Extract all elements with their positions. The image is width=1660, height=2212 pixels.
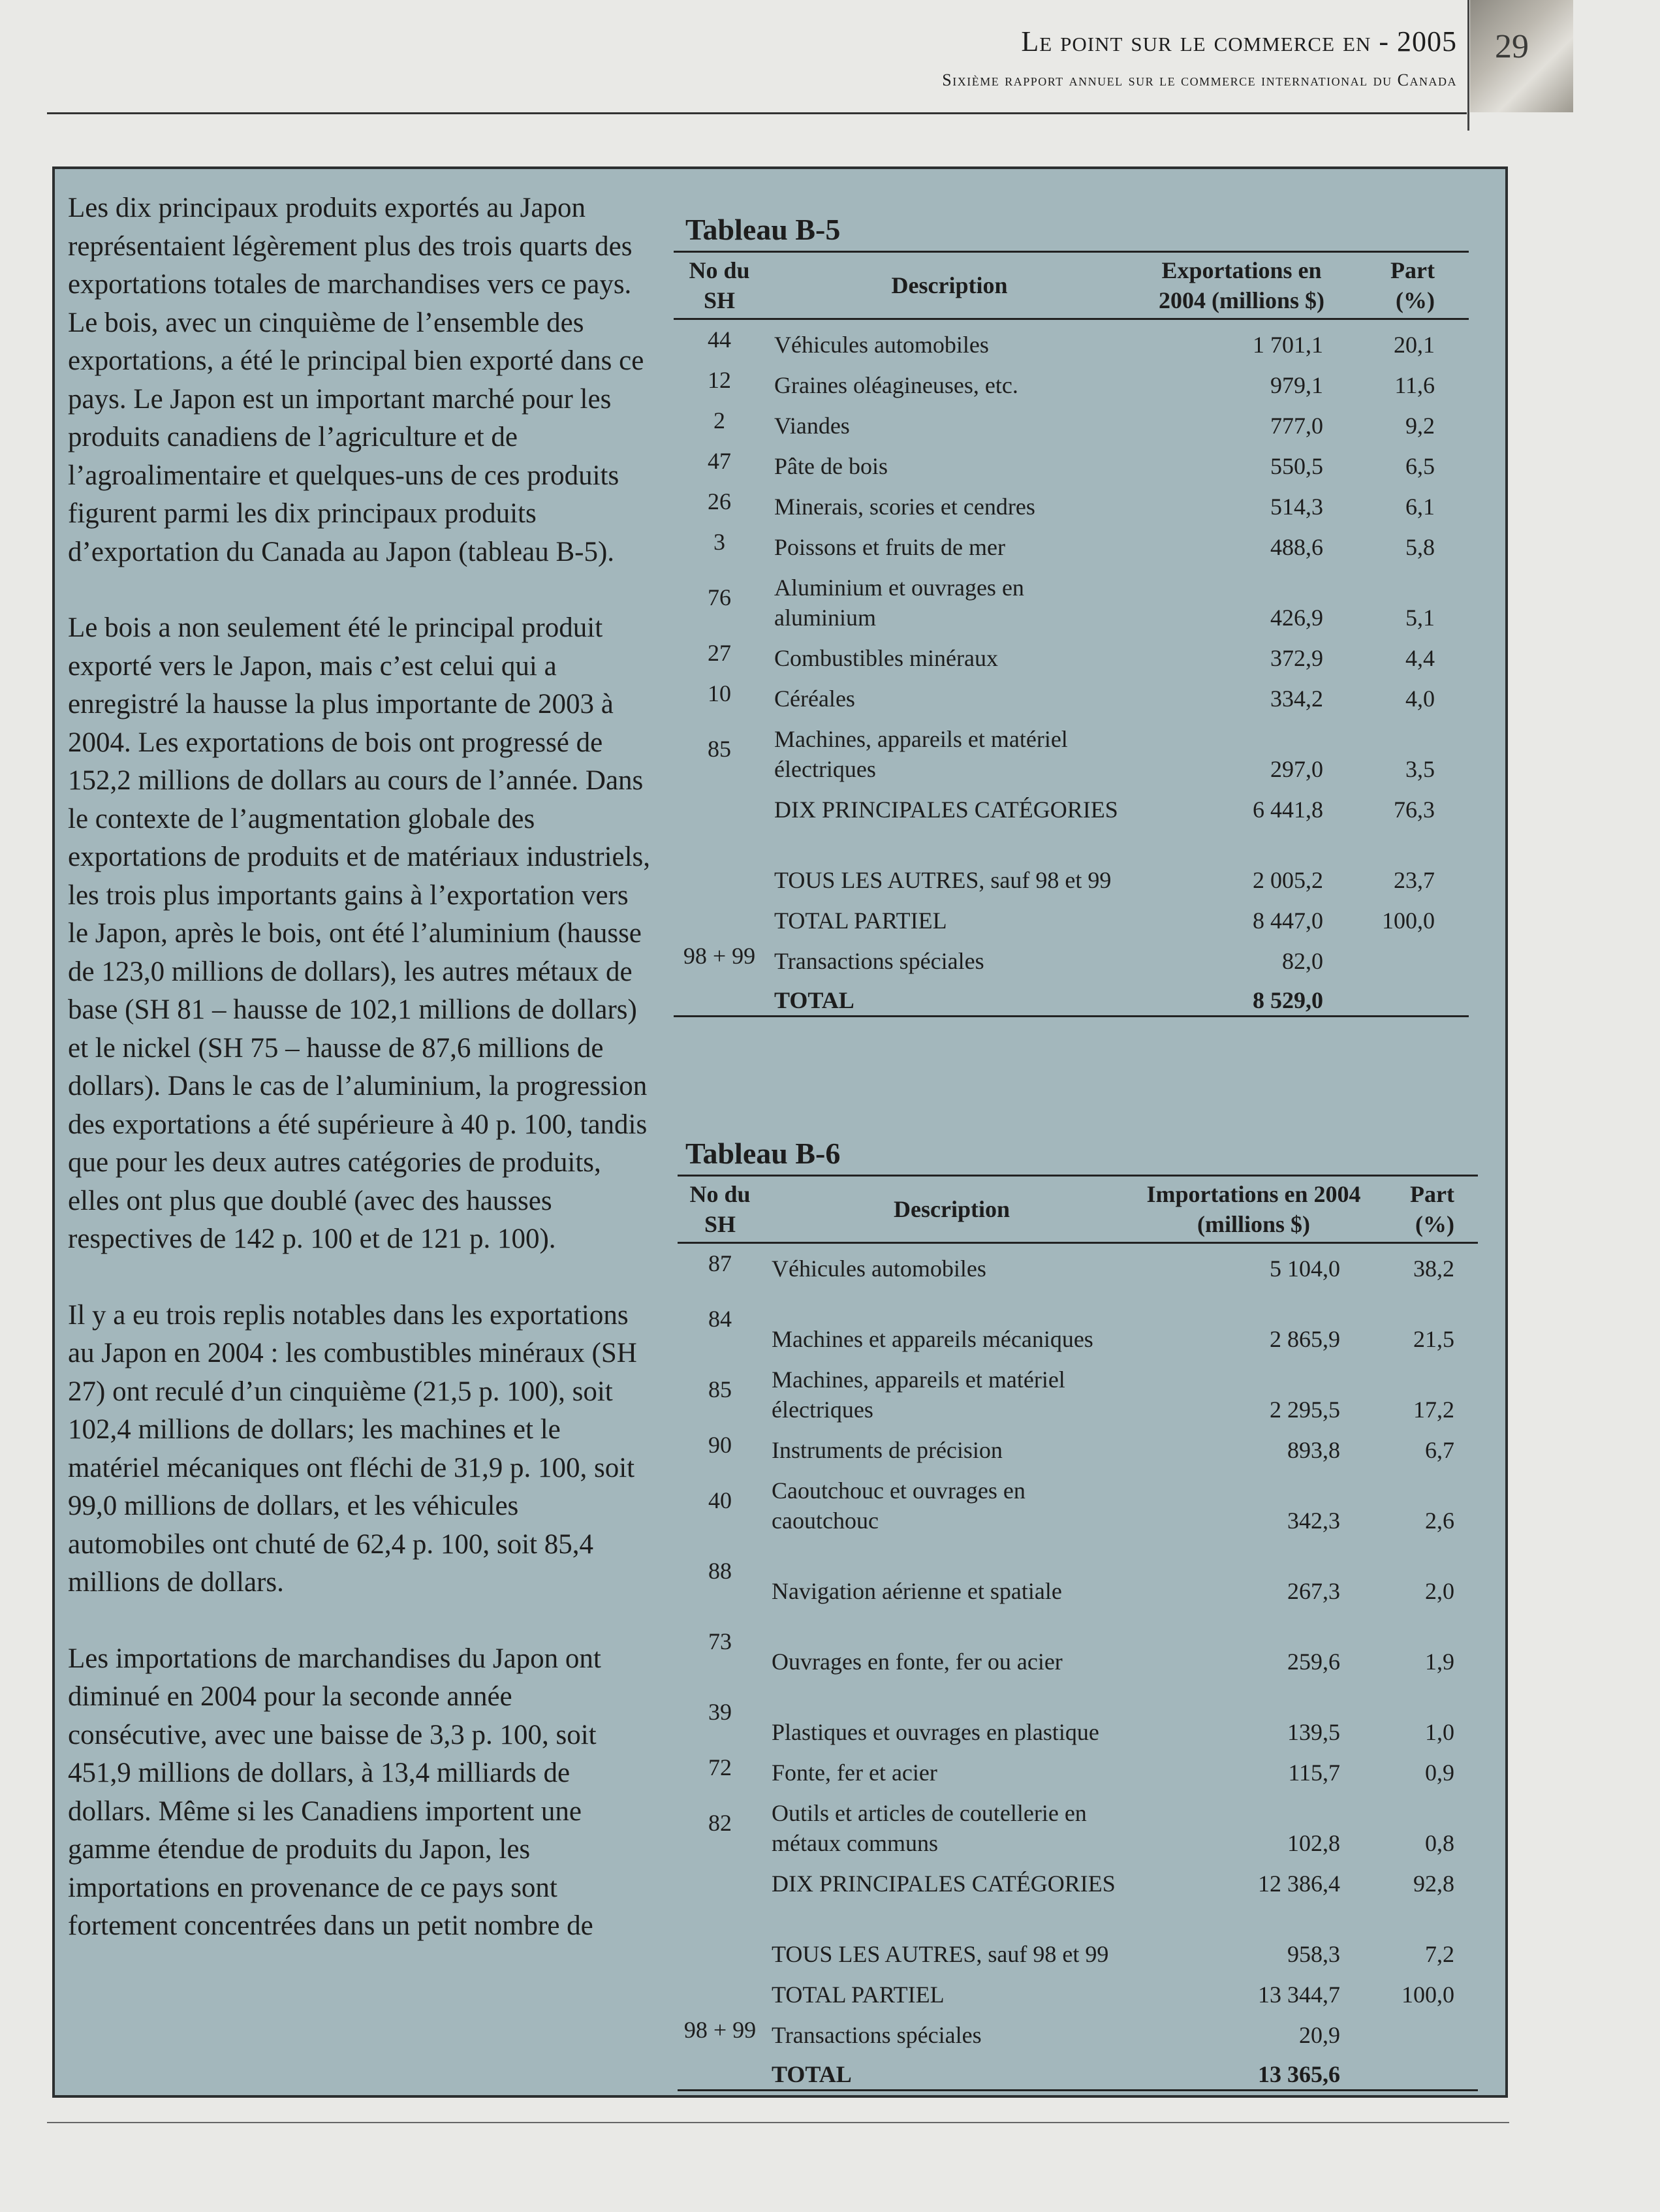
table-row [678,2050,1478,2091]
cell-share: 0,9 [1425,1759,1454,1786]
cell-value: 297,0 [1270,755,1323,782]
table-row [678,1243,1478,1284]
cell-description: Véhicules automobiles [772,1255,986,1282]
table-row [678,1858,1478,1899]
cell-code: 85 [708,1376,732,1402]
table-header-row [678,1176,1478,1243]
table-b5 [674,251,1469,1017]
cell-code: 87 [708,1250,732,1277]
header-vertical-rule [1467,0,1469,131]
cell-value: 8 447,0 [1253,907,1323,934]
cell-share: 6,5 [1405,452,1435,479]
cell-share: 1,9 [1425,1648,1454,1675]
table-row [678,1536,1478,1606]
cell-code: 27 [708,639,731,666]
cell-share: 20,1 [1394,331,1435,358]
table-row [674,481,1469,522]
cell-description: Véhicules automobiles [774,331,989,358]
cell-value: 342,3 [1287,1507,1340,1534]
cell-value: 1 701,1 [1253,331,1323,358]
cell-value: 979,1 [1270,371,1323,398]
paragraph: Le bois a non seulement été le principal produit exporté vers le Japon, mais c’est celui qui a enregistré la hausse la plus importante de 2003 à 2004. Les exportations de bois ont progressé de 152,2 millions de dollars au cours de l’année. Dans le contexte de l’augmentation globale des exportations de produits et de matériaux industriels, les trois plus importants gains à l’exportation vers le Japon, après le bois, ont été l’aluminium (hausse de 123,0 millions de dollars), les autres métaux de base (SH 81 – hausse de 102,1 millions de dollars) et le nickel (SH 75 – hausse de 87,6 millions de dollars). Dans le cas de l’aluminium, la progression des exportations a été supérieure à 40 p. 100, tandis que pour les deux autres catégories de produits, elles ont plus que doublé (avec des hausses respectives de 142 p. 100 et de 121 p. 100). [68,612,651,1254]
table-row [678,1788,1478,1858]
cell-description: Ouvrages en fonte, fer ou acier [772,1648,1063,1675]
cell-description: TOTAL PARTIEL [772,1981,945,2008]
cell-code: 72 [708,1754,732,1780]
cell-value: 550,5 [1270,452,1323,479]
table-b6-title: Tableau B-6 [685,1137,841,1170]
cell-value: 267,3 [1287,1577,1340,1604]
cell-description: Minerais, scories et cendres [774,493,1035,520]
header-value: Importations en 2004 (millions $) [1141,1176,1366,1243]
cell-code: 85 [708,735,731,762]
table-row [674,319,1469,360]
cell-description: Transactions spéciales [772,2021,982,2048]
cell-share: 11,6 [1394,371,1435,398]
cell-description: Viandes [774,412,850,439]
header-description: Description [762,1176,1141,1243]
cell-share: 7,2 [1425,1940,1454,1967]
table-row [678,1677,1478,1747]
table-row [674,936,1469,976]
cell-description: Machines, appareils et matériel électriques [772,1366,1065,1423]
table-row [674,784,1469,825]
cell-code [674,976,765,1017]
cell-share: 9,2 [1405,412,1435,439]
header-share: Part (%) [1349,252,1469,319]
cell-share: 6,7 [1425,1436,1454,1463]
cell-value: 514,3 [1270,493,1323,520]
cell-value: 958,3 [1287,1940,1340,1967]
cell-value: 6 441,8 [1253,796,1323,823]
cell-code: 73 [708,1628,732,1654]
cell-value: 488,6 [1270,533,1323,560]
page-number: 29 [1495,28,1529,65]
table-row [678,1747,1478,1788]
cell-share: 0,8 [1425,1829,1454,1856]
cell-code: 90 [708,1431,732,1458]
cell-code: 82 [708,1809,732,1836]
cell-value: 426,9 [1270,604,1323,631]
cell-description: DIX PRINCIPALES CATÉGORIES [774,796,1118,823]
table-row [678,1606,1478,1677]
cell-value: 259,6 [1287,1648,1340,1675]
cell-share [1366,2010,1478,2050]
cell-value: 777,0 [1270,412,1323,439]
cell-description: TOUS LES AUTRES, sauf 98 et 99 [774,866,1112,893]
cell-code: 88 [708,1557,732,1584]
table-b5-title: Tableau B-5 [685,213,841,246]
cell-share: 21,5 [1413,1325,1454,1352]
cell-code [678,1899,762,1969]
cell-code: 40 [708,1487,732,1513]
cell-share: 4,4 [1405,644,1435,671]
table-row [678,1969,1478,2010]
cell-value: 5 104,0 [1270,1255,1340,1282]
cell-code [674,895,765,936]
footer-rule [47,2122,1509,2123]
cell-share: 2,6 [1425,1507,1454,1534]
cell-code [674,784,765,825]
cell-value: 13 344,7 [1258,1981,1340,2008]
cell-value: 2 865,9 [1270,1325,1340,1352]
cell-description: Machines, appareils et matériel électriques [774,725,1068,782]
header-share: Part (%) [1366,1176,1478,1243]
cell-share: 100,0 [1402,1981,1454,2008]
cell-code: 39 [708,1698,732,1725]
cell-code: 12 [708,366,731,393]
table-row [674,441,1469,481]
cell-code: 98 + 99 [683,942,756,969]
cell-description: TOTAL [762,2050,1141,2091]
cell-value: 8 529,0 [1134,976,1349,1017]
cell-description: Fonte, fer et acier [772,1759,937,1786]
cell-code [678,1969,762,2010]
cell-value: 139,5 [1287,1718,1340,1745]
cell-share: 2,0 [1425,1577,1454,1604]
cell-description: Pâte de bois [774,452,888,479]
running-header-title: Le point sur le commerce en - 2005 [1021,25,1457,57]
cell-description: Instruments de précision [772,1436,1003,1463]
cell-code: 2 [713,407,725,434]
table-row [674,895,1469,936]
table-row [678,1284,1478,1354]
table-row [674,976,1469,1017]
cell-share: 23,7 [1394,866,1435,893]
table-row [674,522,1469,562]
cell-description: Caoutchouc et ouvrages en caoutchouc [772,1477,1026,1534]
cell-code: 26 [708,488,731,514]
table-b6 [678,1175,1478,2091]
cell-description: TOTAL [765,976,1134,1017]
cell-code: 10 [708,680,731,706]
running-header-subtitle: Sixième rapport annuel sur le commerce international du Canada [942,71,1457,89]
cell-code: 84 [708,1305,732,1332]
cell-description: Navigation aérienne et spatiale [772,1577,1062,1604]
table-row [678,1899,1478,1969]
cell-description: DIX PRINCIPALES CATÉGORIES [772,1870,1116,1897]
cell-value: 372,9 [1270,644,1323,671]
table-row [674,400,1469,441]
cell-code [678,1858,762,1899]
cell-share: 92,8 [1413,1870,1454,1897]
cell-share: 1,0 [1425,1718,1454,1745]
cell-value: 102,8 [1287,1829,1340,1856]
cell-value: 12 386,4 [1258,1870,1340,1897]
cell-value: 334,2 [1270,685,1323,712]
table-row [674,714,1469,784]
cell-description: Aluminium et ouvrages en aluminium [774,574,1024,631]
header-value: Exportations en 2004 (millions $) [1134,252,1349,319]
cell-description: Machines et appareils mécaniques [772,1325,1093,1352]
cell-value: 20,9 [1299,2021,1340,2048]
cell-description: Plastiques et ouvrages en plastique [772,1718,1099,1745]
cell-code: 3 [713,528,725,555]
cell-share: 3,5 [1405,755,1435,782]
table-row [674,673,1469,714]
cell-share: 17,2 [1413,1396,1454,1423]
cell-share: 38,2 [1413,1255,1454,1282]
cell-code: 44 [708,326,731,353]
cell-description: Céréales [774,685,855,712]
cell-code [674,825,765,895]
cell-share: 5,8 [1405,533,1435,560]
header-rule [47,112,1467,114]
header-description: Description [765,252,1134,319]
cell-value: 893,8 [1287,1436,1340,1463]
table-row [678,1354,1478,1425]
cell-description: Combustibles minéraux [774,644,998,671]
table-row [678,2010,1478,2050]
cell-description: Outils et articles de coutellerie en métaux communs [772,1799,1087,1856]
cell-value: 82,0 [1282,947,1323,974]
cell-description: Graines oléagineuses, etc. [774,371,1018,398]
cell-description: TOUS LES AUTRES, sauf 98 et 99 [772,1940,1109,1967]
table-row [674,825,1469,895]
cell-description: TOTAL PARTIEL [774,907,947,934]
cell-description: Poissons et fruits de mer [774,533,1005,560]
cell-share [1349,976,1469,1017]
paragraph: Les dix principaux produits exportés au Japon représentaient légèrement plus des trois quarts des exportations totales de marchandises vers ce pays. Le bois, avec un cinquième de l’ensemble des exportations, a été le principal bien exporté dans ce pays. Le Japon est un important marché pour les produits canadiens de l’agriculture et de l’agroalimentaire et quelques-uns de ces produits figurent parmi les dix principaux produits d’exportation du Canada au Japon (tableau B-5). [68,193,644,567]
table-row [678,1425,1478,1465]
cell-description: Transactions spéciales [774,947,984,974]
body-text [68,189,655,1983]
cell-value: 115,7 [1288,1759,1340,1786]
cell-share: 76,3 [1394,796,1435,823]
cell-share: 4,0 [1405,685,1435,712]
cell-code [678,2050,762,2091]
table-row [674,562,1469,633]
header-code: No du SH [674,252,765,319]
cell-value: 2 295,5 [1270,1396,1340,1423]
table-row [674,360,1469,400]
cell-share [1349,936,1469,976]
cell-code: 47 [708,447,731,474]
cell-share: 100,0 [1382,907,1435,934]
paragraph: Il y a eu trois replis notables dans les exportations au Japon en 2004 : les combustibles minéraux (SH 27) ont reculé d’un cinquième (21,5 p. 100), soit 102,4 millions de dollars; les machines et le matériel mécaniques ont fléchi de 31,9 p. 100, soit 99,0 millions de dollars, et les véhicules automobiles ont chuté de 62,4 p. 100, soit 85,4 millions de dollars. [68,1299,637,1598]
table-header-row [674,252,1469,319]
cell-value: 2 005,2 [1253,866,1323,893]
header-code: No du SH [678,1176,762,1243]
cell-share [1366,2050,1478,2091]
table-row [678,1465,1478,1536]
cell-share: 5,1 [1405,604,1435,631]
paragraph: Les importations de marchandises du Japon ont diminué en 2004 pour la seconde année consécutive, avec une baisse de 3,3 p. 100, soit 451,9 millions de dollars, à 13,4 milliards de dollars. Même si les Canadiens importent une gamme étendue de produits du Japon, les importations en provenance de ce pays sont fortement concentrées dans un petit nombre de [68,1643,601,1941]
table-row [674,633,1469,673]
cell-share: 6,1 [1405,493,1435,520]
cell-code: 76 [708,584,731,610]
cell-value: 13 365,6 [1141,2050,1366,2091]
cell-code: 98 + 99 [683,2016,757,2043]
